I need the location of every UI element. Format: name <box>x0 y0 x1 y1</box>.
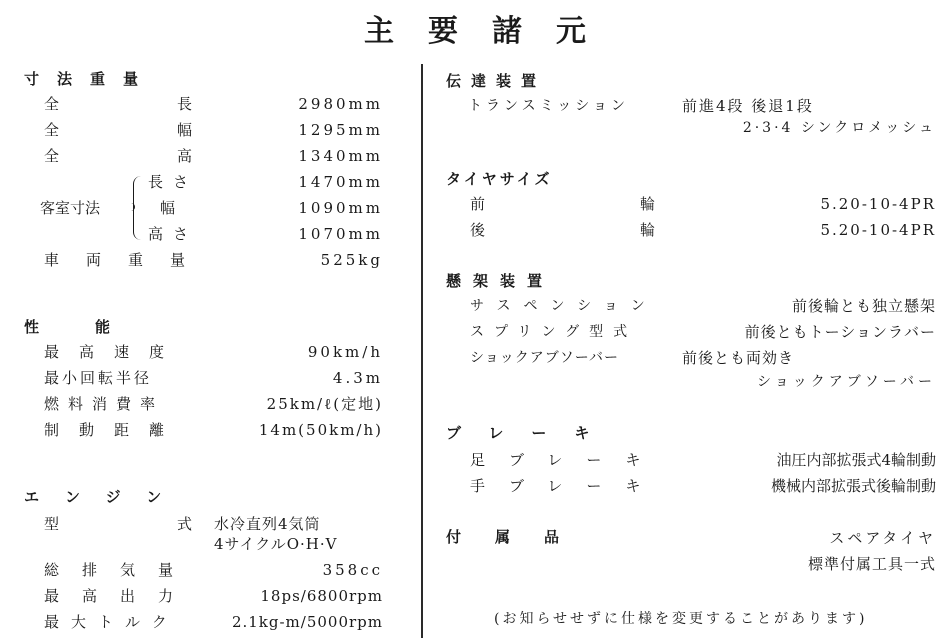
spec-value: 前後とも両効き <box>682 349 795 367</box>
section-dimensions-heading: 寸法重量 <box>24 70 157 88</box>
spec-value: 2980mm <box>298 95 383 113</box>
spec-label: 最高出力 <box>44 587 197 605</box>
spec-row-hand-brake <box>0 474 950 498</box>
spec-label: 手ブレーキ <box>470 477 665 495</box>
section-performance-heading: 性能 <box>24 318 167 336</box>
spec-row-engine-type <box>0 512 421 536</box>
section-engine-heading: エンジン <box>24 488 188 506</box>
spec-row-foot-brake <box>0 448 950 472</box>
spec-value: 358cc <box>322 561 383 579</box>
section-accessories-heading: 付属品 <box>446 528 594 546</box>
spec-row-accessory-2: 標準付属工具一式 <box>807 555 936 573</box>
spec-row-transmission <box>0 94 950 118</box>
spec-value: 前後ともトーションラバー <box>744 323 936 341</box>
spec-label: 全 長 <box>44 95 192 113</box>
spec-value: 1470mm <box>298 173 383 191</box>
spec-label-suffix: 輪 <box>640 195 656 213</box>
spec-value: 前進4段 後退1段 <box>682 97 814 115</box>
spec-label: サスペンション <box>470 298 658 314</box>
spec-label: 最大トルク <box>44 613 179 631</box>
spec-label: 全 高 <box>44 147 192 165</box>
spec-row-spring <box>0 320 950 344</box>
spec-row-suspension <box>0 294 950 318</box>
spec-value: 14m(50km/h) <box>258 421 383 439</box>
spec-value: 油圧内部拡張式4輪制動 <box>776 451 936 469</box>
spec-label: 燃料消費率 <box>44 395 165 413</box>
spec-label: 制動距離 <box>44 421 185 439</box>
spec-value: 前後輪とも独立懸架 <box>791 297 936 315</box>
section-brakes-heading: ブレーキ <box>446 424 618 442</box>
spec-row-shock <box>0 346 950 370</box>
page-title: 主要諸元 <box>364 14 620 49</box>
spec-row-accessory-1: スペアタイヤ <box>829 529 936 547</box>
spec-label: 足ブレーキ <box>470 451 665 469</box>
spec-label: 型 式 <box>44 515 192 533</box>
spec-row-weight <box>0 248 421 272</box>
section-tires-heading: タイヤサイズ <box>446 170 553 188</box>
spec-row-width <box>0 118 421 142</box>
spec-row-transmission-line2: 2·3·4 シンクロメッシュ <box>742 120 936 136</box>
spec-row-shock-line2: ショックアブソーバー <box>756 374 936 390</box>
spec-row-fuel <box>0 392 421 416</box>
section-transmission-heading: 伝達装置 <box>446 72 547 90</box>
spec-value: 1340mm <box>298 147 383 165</box>
spec-value: 25km/ℓ(定地) <box>266 395 383 413</box>
spec-value: 2.1kg-m/5000rpm <box>231 613 383 631</box>
spec-label: ショックアブソーバー <box>470 350 620 366</box>
spec-row-cabin-length <box>0 170 421 194</box>
spec-row-max-torque <box>0 610 421 634</box>
spec-label: 幅 <box>160 199 176 217</box>
spec-row-height <box>0 144 421 168</box>
spec-value: 525kg <box>320 251 383 269</box>
cabin-dimensions-label: 客室寸法 <box>40 199 101 217</box>
spec-label: トランスミッション <box>468 98 630 114</box>
spec-label: 高 さ <box>148 225 188 243</box>
spec-label: 後 <box>470 221 486 239</box>
spec-row-max-power <box>0 584 421 608</box>
spec-row-displacement <box>0 558 421 582</box>
spec-value: 1295mm <box>298 121 383 139</box>
spec-label: 最小回転半径 <box>44 369 153 387</box>
spec-row-engine-type-line2: 4サイクルO·H·V <box>214 535 338 553</box>
spec-label: 前 <box>470 195 486 213</box>
spec-row-tire-front <box>0 192 950 216</box>
spec-label: 全 幅 <box>44 121 192 139</box>
spec-row-tire-rear <box>0 218 950 242</box>
spec-label-suffix: 輪 <box>640 221 656 239</box>
section-suspension-heading: 懸架装置 <box>446 272 555 290</box>
footnote: (お知らせせずに仕様を変更することがあります) <box>494 611 868 627</box>
spec-value: 5.20-10-4PR <box>820 195 936 213</box>
spec-label: 最高速度 <box>44 343 185 361</box>
spec-label: 長 さ <box>148 173 188 191</box>
spec-value: 90km/h <box>307 343 383 361</box>
spec-value: 1090mm <box>298 199 383 217</box>
spec-value: 1070mm <box>298 225 383 243</box>
spec-value: 5.20-10-4PR <box>820 221 936 239</box>
spec-label: 総排気量 <box>44 561 197 579</box>
spec-value: 水冷直列4気筒 <box>214 515 321 533</box>
spec-row-braking <box>0 418 421 442</box>
spec-value: 4.3m <box>332 369 383 387</box>
spec-value: 機械内部拡張式後輪制動 <box>770 477 936 495</box>
spec-label: 車両重量 <box>44 251 213 269</box>
spec-label: スプリング型式 <box>470 324 638 340</box>
spec-value: 18ps/6800rpm <box>260 587 383 605</box>
